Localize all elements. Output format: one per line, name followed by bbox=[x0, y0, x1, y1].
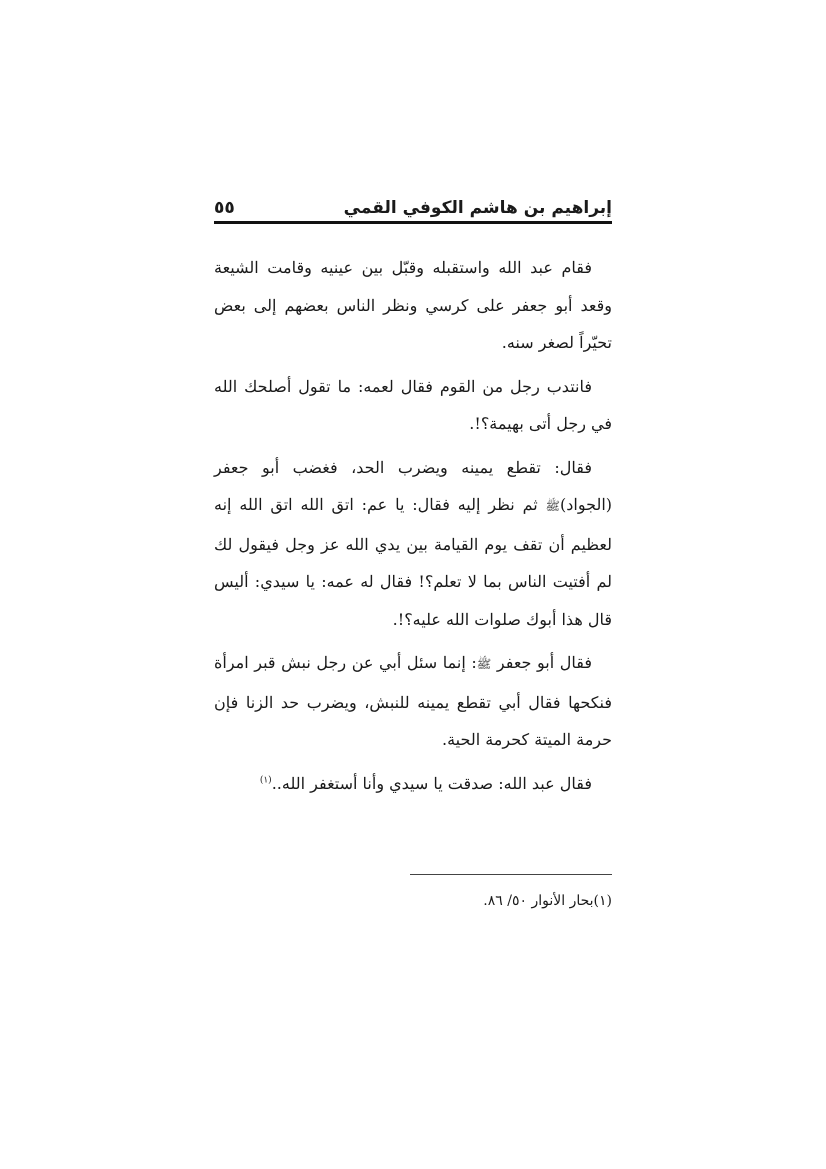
body-text bbox=[214, 249, 612, 808]
paragraph-1: فقام عبد الله واستقبله وقبّل بين عينيه وقامت الشيعة وقعد أبو جعفر على كرسي ونظر الناس بعضهم إلى بعض تحيّراً لصغر سنه. bbox=[214, 258, 612, 352]
paragraph-3-start: فقال: تقطع يمينه ويضرب الحد، فغضب أبو جعفر (الجواد) bbox=[214, 457, 612, 514]
paragraph-4-rest: : إنما سئل أبي عن رجل نبش قبر امرأة فنكحها فقال أبي تقطع يمينه للنبش، ويضرب حد الزنا فإن حرمة الميتة كحرمة الحية. bbox=[214, 653, 612, 749]
header-rule bbox=[214, 221, 612, 224]
paragraph-5-text: فقال عبد الله: صدقت يا سيدي وأنا أستغفر الله.. bbox=[271, 773, 592, 793]
paragraph-4 bbox=[214, 644, 612, 759]
footnote-reference: (١) bbox=[259, 775, 272, 786]
footnote: (١)بحار الأنوار ٥٠/ ٨٦. bbox=[483, 893, 612, 909]
running-header bbox=[214, 196, 612, 222]
paragraph-2: فانتدب رجل من القوم فقال لعمه: ما تقول أصلحك الله في رجل أتى بهيمة؟!. bbox=[214, 376, 612, 433]
paragraph-3-rest: ثم نظر إليه فقال: يا عم: اتق الله اتق الله إنه لعظيم أن تقف يوم القيامة بين يدي الله عز وجل فيقول لك لم أفتيت الناس بما لا تعلم؟! فقال له عمه: يا سيدي: أليس قال هذا أبوك صلوات الله عليه؟!. bbox=[214, 495, 612, 629]
header-title: إبراهيم بن هاشم الكوفي القمي bbox=[343, 198, 612, 218]
paragraph-4-start: فقال أبو جعفر bbox=[496, 653, 592, 672]
paragraph-5 bbox=[214, 765, 612, 803]
honorific-symbol: ﷺ bbox=[476, 657, 492, 671]
page-number: ٥٥ bbox=[214, 198, 235, 218]
footnote-separator bbox=[410, 874, 612, 875]
paragraph-3 bbox=[214, 449, 612, 639]
honorific-symbol: ﷺ bbox=[545, 499, 561, 513]
